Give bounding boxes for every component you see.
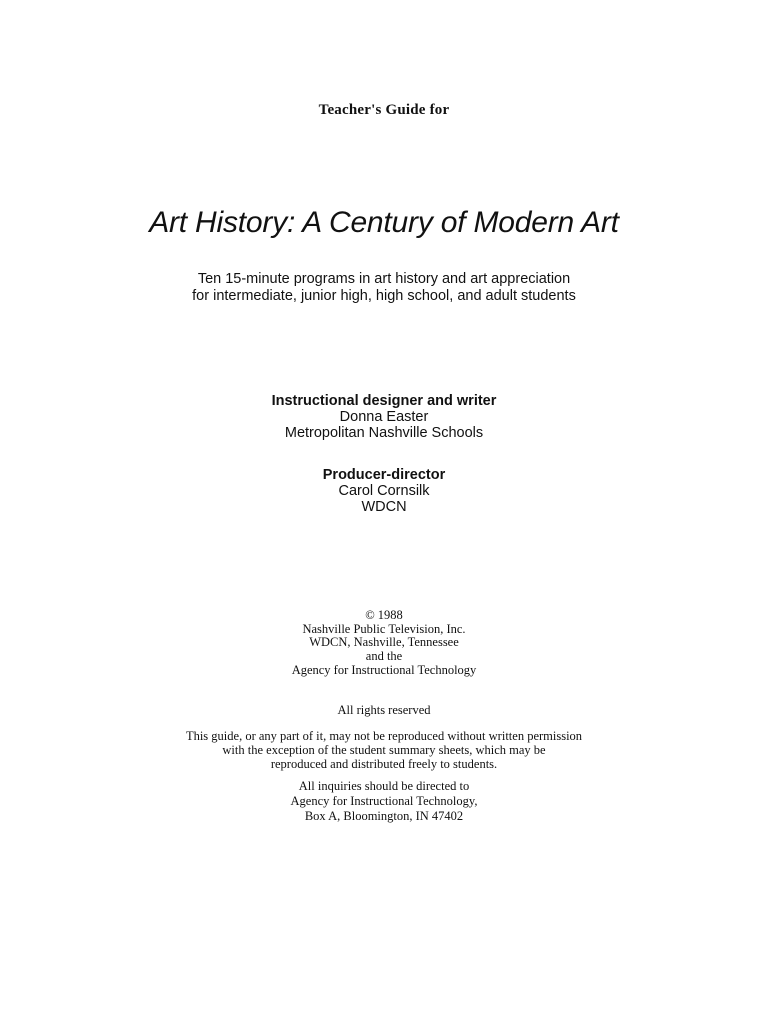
- notice-line-1: This guide, or any part of it, may not be reproduced without written permission: [185, 729, 583, 743]
- producer-name: Carol Cornsilk: [338, 483, 430, 499]
- copyright-line-4: Agency for Instructional Technology: [291, 662, 477, 677]
- subtitle-line-2: for intermediate, junior high, high school, and adult students: [192, 288, 576, 304]
- copyright-line-1: Nashville Public Television, Inc.: [302, 621, 466, 636]
- copyright-line-3: and the: [365, 649, 403, 664]
- producer-heading: Producer-director: [322, 467, 446, 483]
- notice-line-3: reproduced and distributed freely to students.: [270, 757, 498, 771]
- designer-credit: [0, 393, 768, 441]
- guide-for-label: Teacher's Guide for: [318, 102, 450, 118]
- reproduction-notice: [0, 729, 768, 771]
- designer-name: Donna Easter: [339, 409, 429, 425]
- subtitle-line-1: Ten 15-minute programs in art history and art appreciation: [197, 271, 571, 287]
- notice-line-2: with the exception of the student summary sheets, which may be: [222, 743, 546, 757]
- inquiries-line-2: Agency for Instructional Technology,: [290, 794, 478, 808]
- inquiries-block: [0, 779, 768, 824]
- inquiries-line-1: All inquiries should be directed to: [298, 779, 470, 793]
- copyright-line-2: WDCN, Nashville, Tennessee: [309, 635, 459, 650]
- copyright-year: © 1988: [365, 608, 403, 622]
- copyright-block: [0, 609, 768, 678]
- inquiries-line-3: Box A, Bloomington, IN 47402: [304, 809, 464, 823]
- designer-heading: Instructional designer and writer: [271, 393, 497, 409]
- producer-affiliation: WDCN: [361, 499, 407, 515]
- designer-affiliation: Metropolitan Nashville Schools: [284, 425, 484, 441]
- subtitle: [0, 271, 768, 305]
- document-title: Art History: A Century of Modern Art: [149, 206, 619, 239]
- producer-credit: [0, 467, 768, 515]
- rights-reserved: All rights reserved: [337, 703, 431, 717]
